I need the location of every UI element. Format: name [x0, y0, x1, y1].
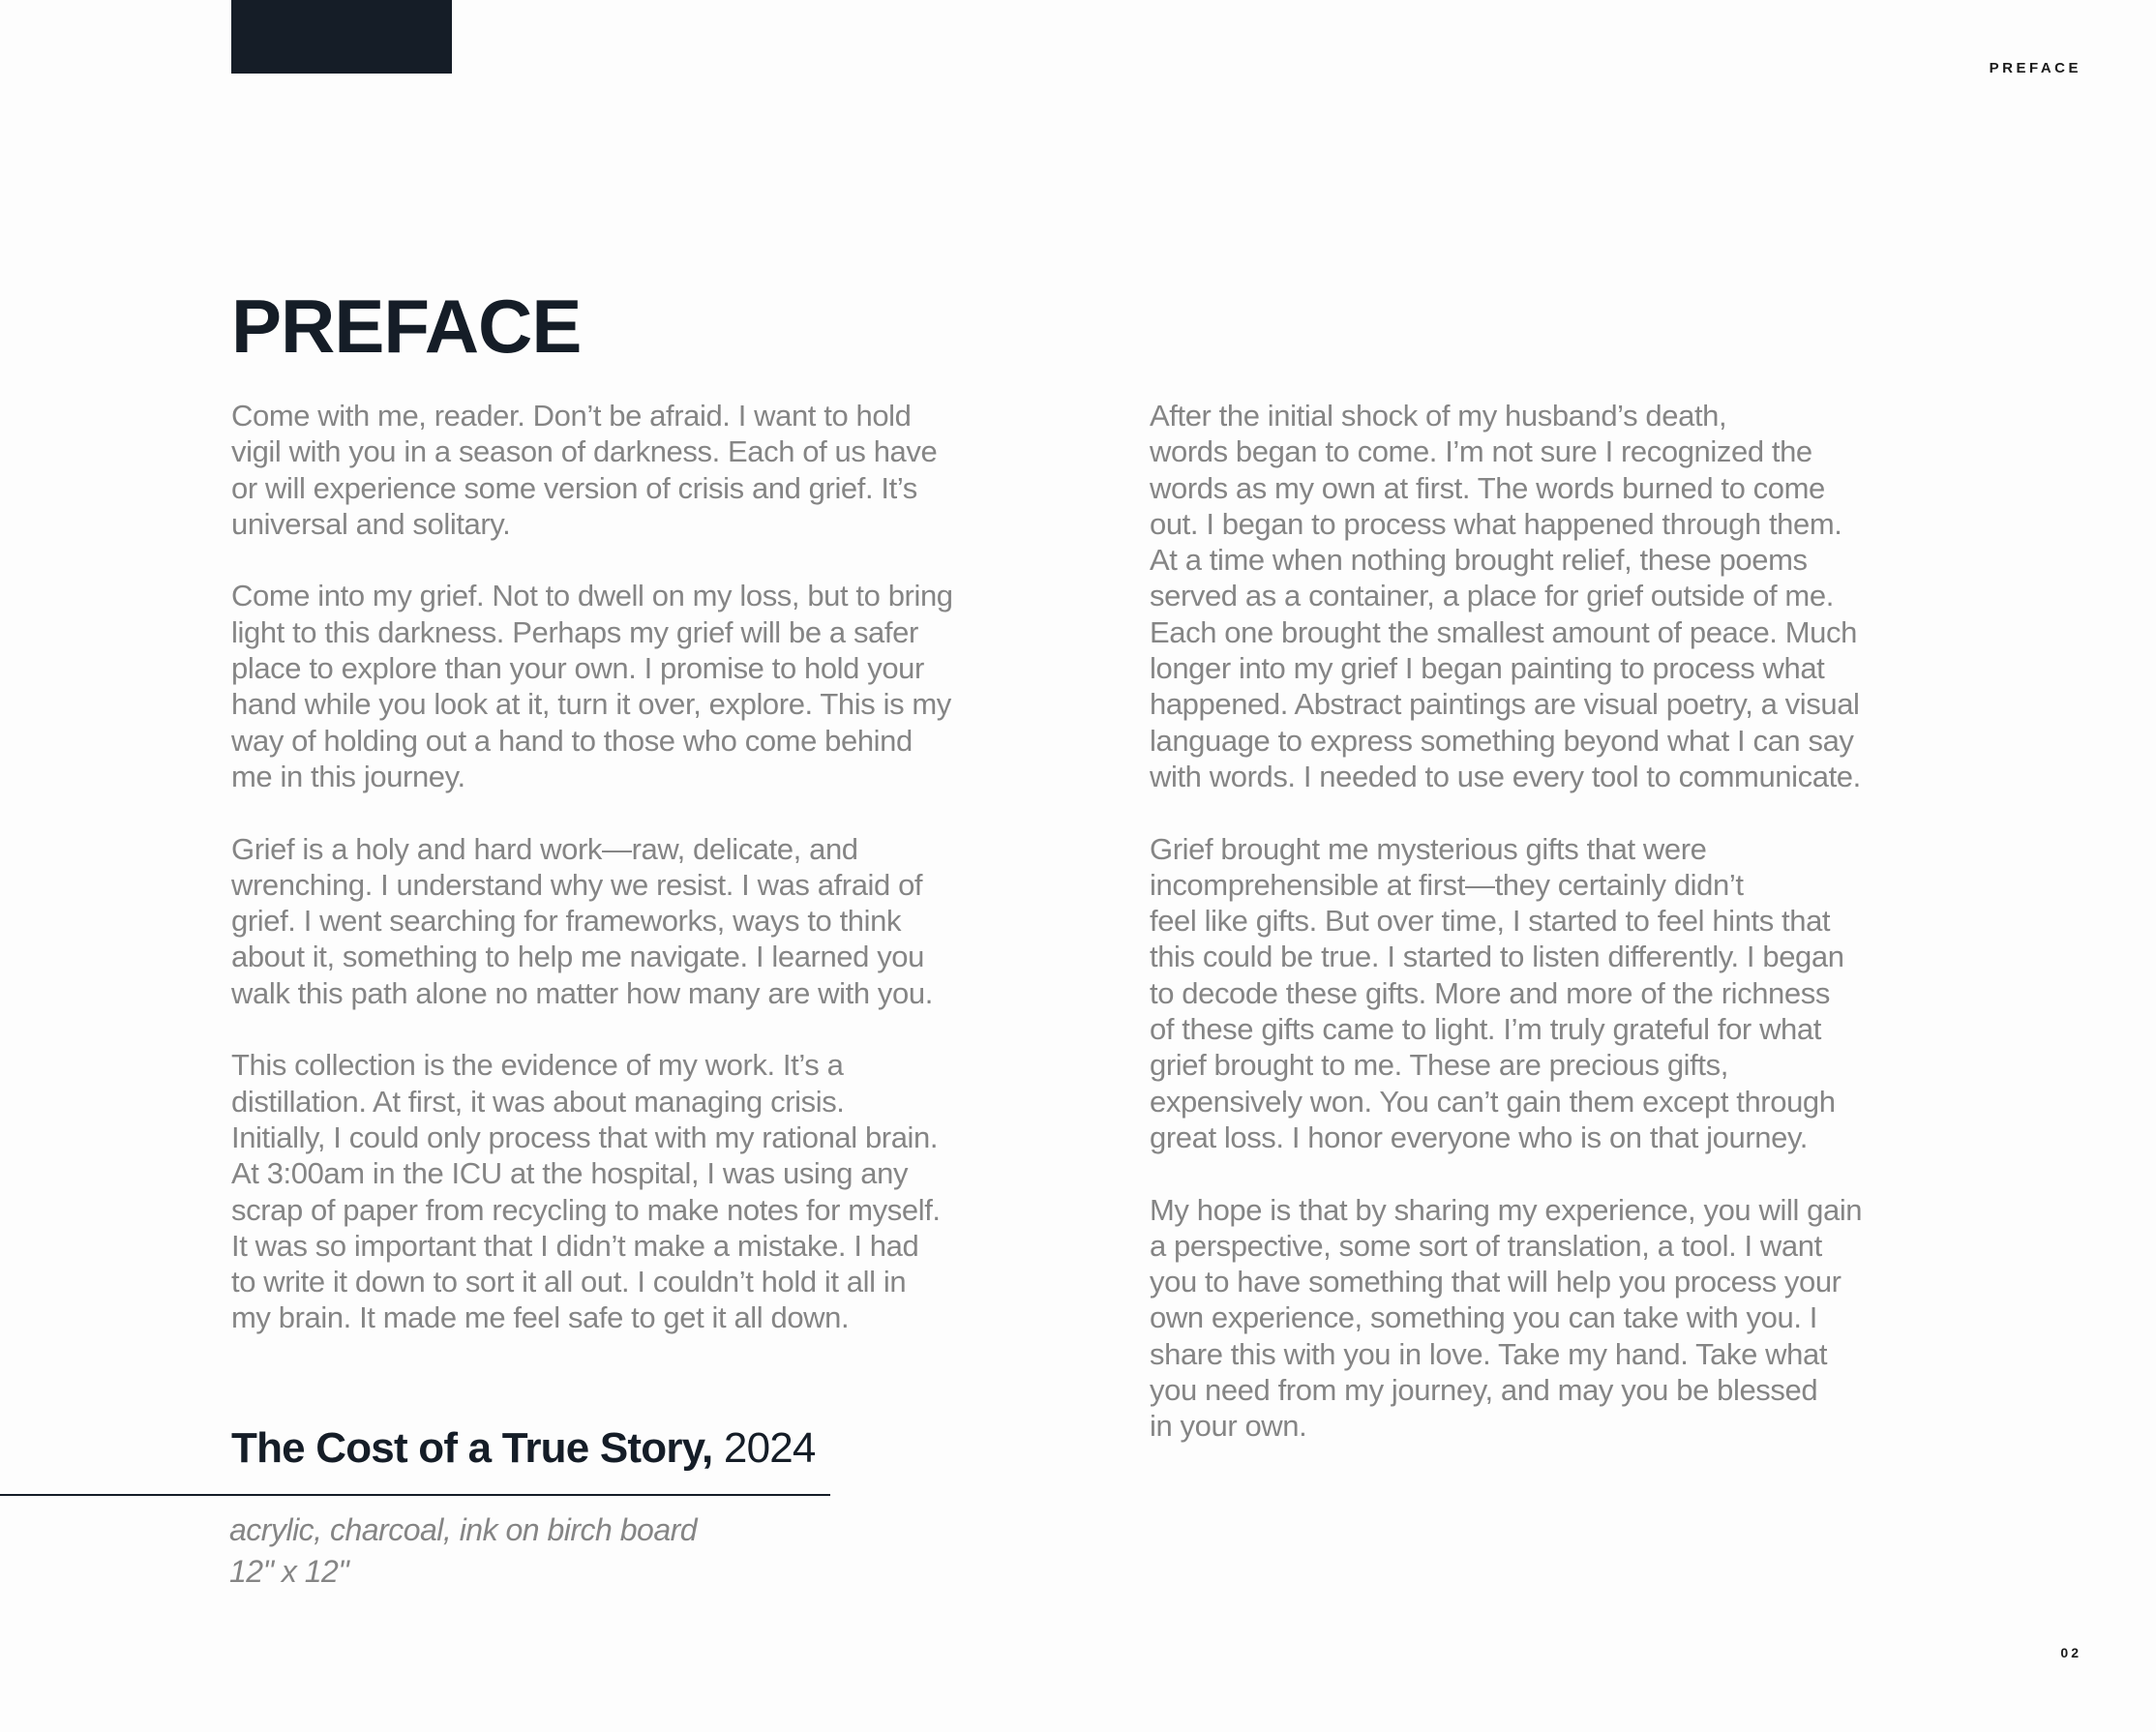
page-number: 02 — [2060, 1645, 2081, 1660]
artwork-dimensions: 12" x 12" — [229, 1554, 349, 1589]
caption-divider — [0, 1494, 830, 1496]
artwork-year: 2024 — [723, 1424, 816, 1472]
paragraph: After the initial shock of my husband’s death, words began to come. I’m not sure I recognized the words as my own at first. The words burned to come out. I began to process what happened through them. At a time when nothing brought relief, these poems served as a container, a place for grief outside of me. Each one brought the smallest amount of peace. Much longer into my grief I began painting to process what happened. Abstract paintings are visual poetry, a visual language to express something beyond what I can say with words. I needed to use every tool to communicate. — [1150, 399, 1861, 793]
artwork-medium: acrylic, charcoal, ink on birch board — [229, 1512, 698, 1547]
paragraph: This collection is the evidence of my work. It’s a distillation. At first, it was about managing crisis. Initially, I could only process that with my rational brain. At 3:00am in the ICU at the hospital, I was using any scrap of paper from recycling to make notes for myself. It was so important that I didn’t make a mistake. I had to write it down to sort it all out. I couldn’t hold it all in my brain. It made me feel safe to get it all down. — [231, 1048, 941, 1335]
artwork-title: The Cost of a True Story, — [231, 1424, 713, 1472]
header-color-block — [231, 0, 452, 74]
paragraph: Come with me, reader. Don’t be afraid. I want to hold vigil with you in a season of darkness. Each of us have or will experience some version of crisis and grief. It’s universal and solitary. — [231, 399, 938, 541]
page-title: PREFACE — [231, 284, 582, 369]
paragraph: Grief is a holy and hard work—raw, delicate, and wrenching. I understand why we resist. I was afraid of grief. I went searching for frameworks, ways to think about it, something to help me navigate. I learned you walk this path alone no matter how many are with you. — [231, 831, 933, 1010]
artwork-caption — [231, 1424, 816, 1473]
right-column — [1150, 398, 1962, 1480]
running-header: PREFACE — [1989, 60, 2081, 76]
paragraph: Grief brought me mysterious gifts that were incomprehensible at first—they certainly didn’t feel like gifts. But over time, I started to feel hints that this could be true. I started to listen differently. I began to decode these gifts. More and more of the richness of these gifts came to light. I’m truly grateful for what grief brought to me. These are precious gifts, expensively won. You can’t gain them except through great loss. I honor everyone who is on that journey. — [1150, 831, 1844, 1154]
paragraph: Come into my grief. Not to dwell on my loss, but to bring light to this darkness. Perhaps my grief will be a safer place to explore than your own. I promise to hold your hand while you look at it, turn it over, explore. This is my way of holding out a hand to those who come behind me in this journey. — [231, 579, 953, 793]
left-column — [231, 398, 1044, 1372]
paragraph: My hope is that by sharing my experience, you will gain a perspective, some sort of translation, a tool. I want you to have something that will help you process your own experience, something you can take with you. I share this with you in love. Take my hand. Take what you need from my journey, and may you be blessed in your own. — [1150, 1192, 1863, 1444]
